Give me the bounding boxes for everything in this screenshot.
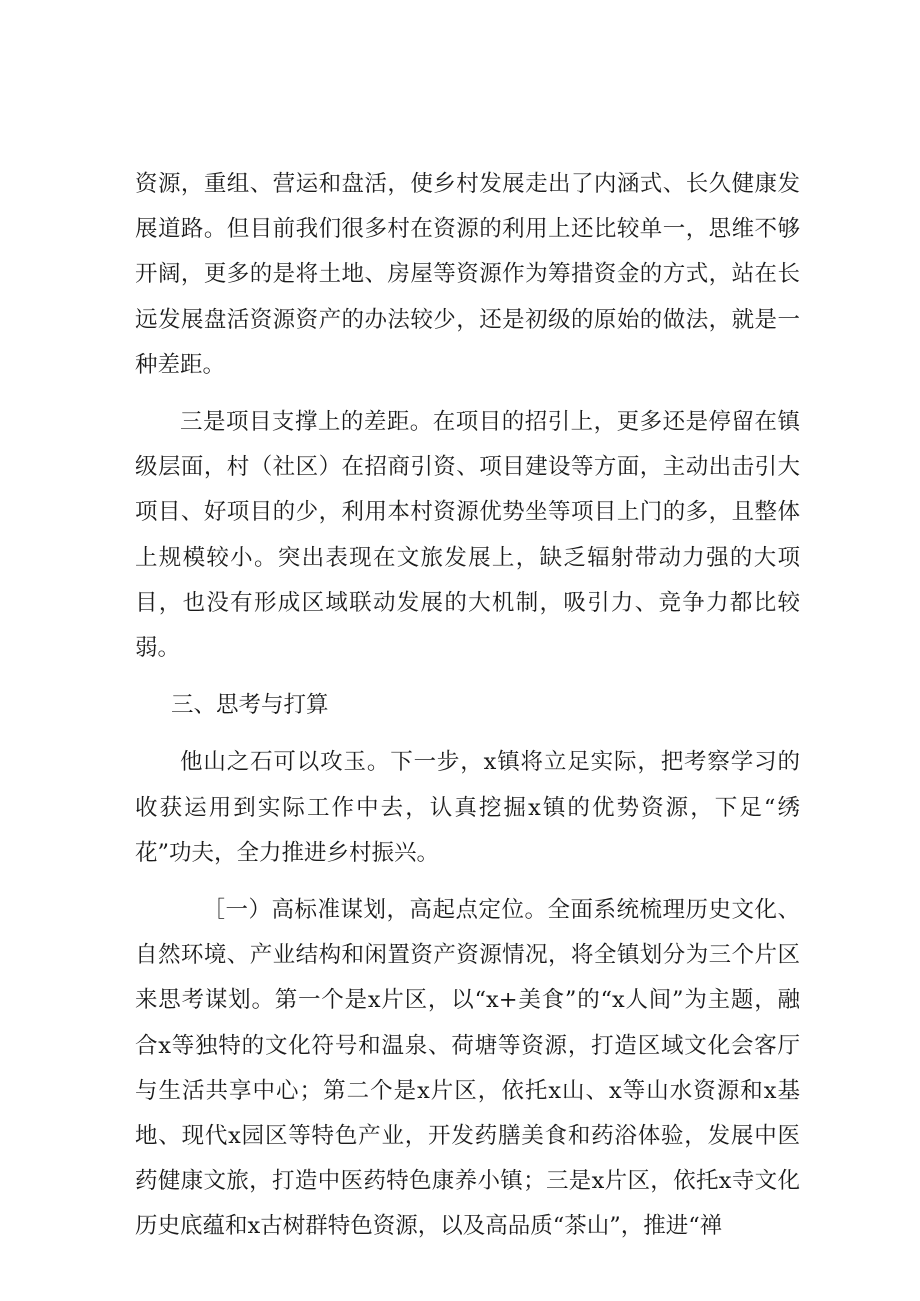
paragraph-next-steps: 他山之石可以攻玉。下一步，x镇将立足实际，把考察学习的收获运用到实际工作中去，认真挖掘x镇的优势资源，下足“绣花”功夫，全力推进乡村振兴。 xyxy=(135,749,800,866)
paragraph-planning: ［一）高标准谋划，高起点定位。全面系统梳理历史文化、自然环境、产业结构和闲置资产资源情况，将全镇划分为三个片区来思考谋划。第一个是x片区，以“x+美食”的“x人间”为主题，融合x等独特的文化符号和温泉、荷塘等资源，打造区域文化会客厅与生活共享中心；第二个是x片区，依托x山、x等山水资源和x基地、现代x园区等特色产业，开发药膳美食和药浴体验，发展中医药健康文旅，打造中医药特色康养小镇；三是x片区，依托x寺文化历史底蕴和x古树群特色资源，以及高品质“茶山”，推进“禅 xyxy=(135,897,800,1240)
paragraph-resources-gap: 资源，重组、营运和盘活，使乡村发展走出了内涵式、长久健康发展道路。但目前我们很多村在资源的利用上还比较单一，思维不够开阔，更多的是将土地、房屋等资源作为筹措资金的方式，站在长远发展盘活资源资产的办法较少，还是初级的原始的做法，就是一种差距。 xyxy=(135,171,800,378)
section-heading-thinking: 三、思考与打算 xyxy=(171,692,329,719)
document-body xyxy=(135,162,800,1262)
paragraph-project-gap: 三是项目支撑上的差距。在项目的招引上，更多还是停留在镇级层面，村（社区）在招商引资、项目建设等方面，主动出击引大项目、好项目的少，利用本村资源优势坐等项目上门的多，且整体上规模较小。突出表现在文旅发展上，缺乏辐射带动力强的大项目，也没有形成区域联动发展的大机制，吸引力、竞争力都比较弱。 xyxy=(135,409,800,662)
